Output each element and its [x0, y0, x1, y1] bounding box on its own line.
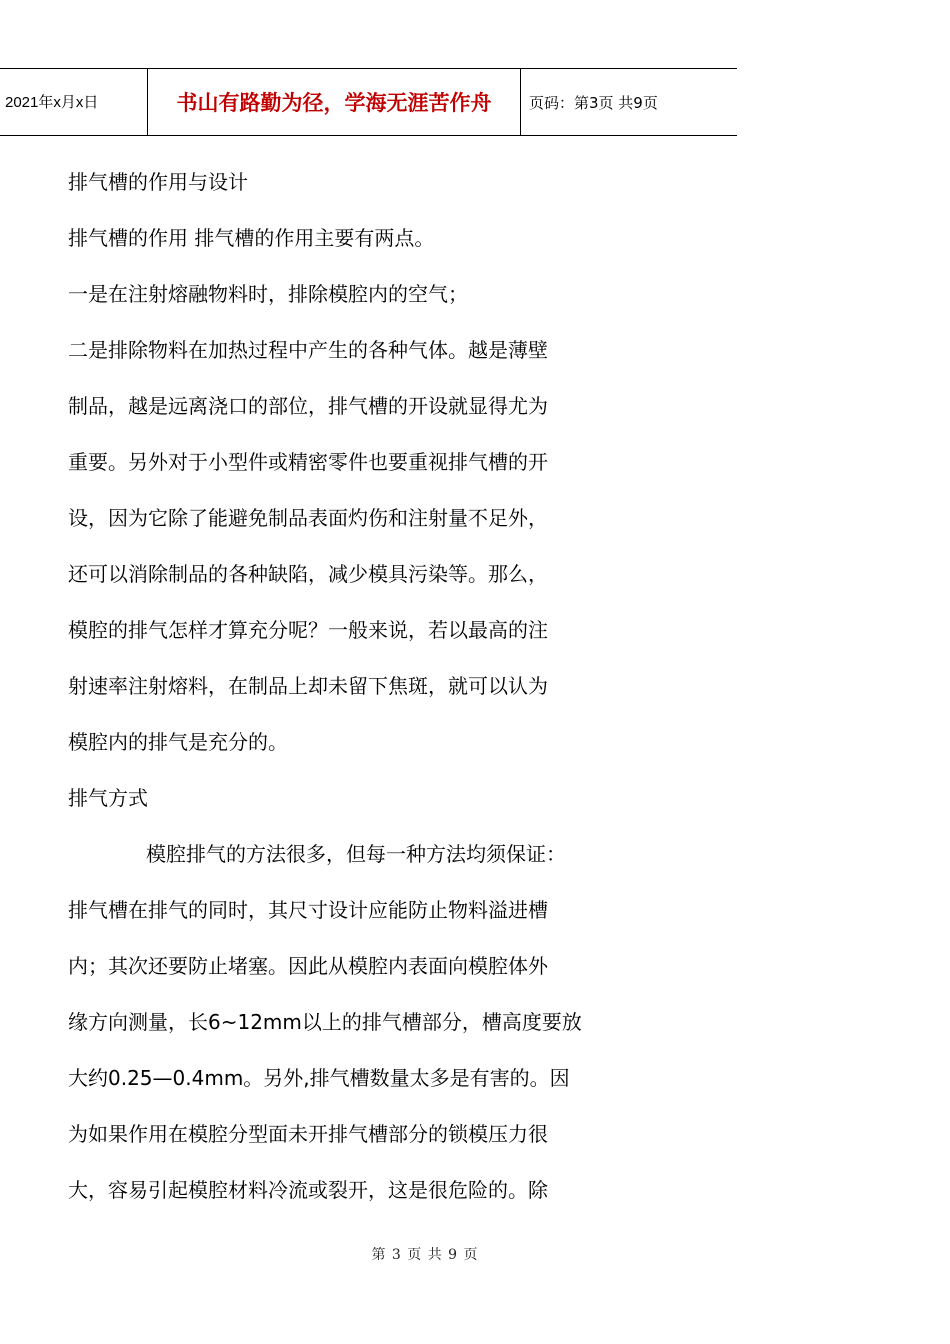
section-heading-vent-method: 排气方式	[68, 786, 148, 810]
body-line: 模腔内的排气是充分的。	[68, 730, 288, 754]
page-footer: 第 3 页 共 9 页	[371, 1247, 479, 1263]
body-line-indented: 模腔排气的方法很多，但每一种方法均须保证：	[146, 842, 566, 866]
body-line: 模腔的排气怎样才算充分呢？一般来说，若以最高的注	[68, 618, 548, 642]
page-header	[0, 68, 737, 136]
body-line: 内；其次还要防止堵塞。因此从模腔内表面向模腔体外	[68, 954, 548, 978]
body-line: 设，因为它除了能避免制品表面灼伤和注射量不足外，	[68, 506, 548, 530]
body-line: 为如果作用在模腔分型面未开排气槽部分的锁模压力很	[68, 1122, 548, 1146]
document-body	[68, 154, 628, 1218]
body-line: 二是排除物料在加热过程中产生的各种气体。越是薄壁	[68, 338, 548, 362]
body-line: 大，容易引起模腔材料冷流或裂开，这是很危险的。除	[68, 1178, 548, 1202]
body-line: 制品，越是远离浇口的部位，排气槽的开设就显得尤为	[68, 394, 548, 418]
body-line: 重要。另外对于小型件或精密零件也要重视排气槽的开	[68, 450, 548, 474]
body-line: 一是在注射熔融物料时，排除模腔内的空气；	[68, 282, 468, 306]
section-heading-vent-groove: 排气槽的作用与设计	[68, 170, 248, 194]
body-line: 射速率注射熔料，在制品上却未留下焦斑，就可以认为	[68, 674, 548, 698]
header-page-number: 页码：第3页 共9页	[529, 93, 658, 112]
header-motto: 书山有路勤为径，学海无涯苦作舟	[148, 69, 521, 135]
body-line: 排气槽的作用 排气槽的作用主要有两点。	[68, 226, 435, 250]
body-line: 缘方向测量，长6~12mm以上的排气槽部分，槽高度要放	[68, 1010, 582, 1034]
body-line: 大约0.25—0.4mm。另外,排气槽数量太多是有害的。因	[68, 1066, 570, 1090]
body-line: 还可以消除制品的各种缺陷，减少模具污染等。那么，	[68, 562, 548, 586]
header-date: 2021年x月x日	[0, 69, 148, 135]
body-line: 排气槽在排气的同时，其尺寸设计应能防止物料溢进槽	[68, 898, 548, 922]
